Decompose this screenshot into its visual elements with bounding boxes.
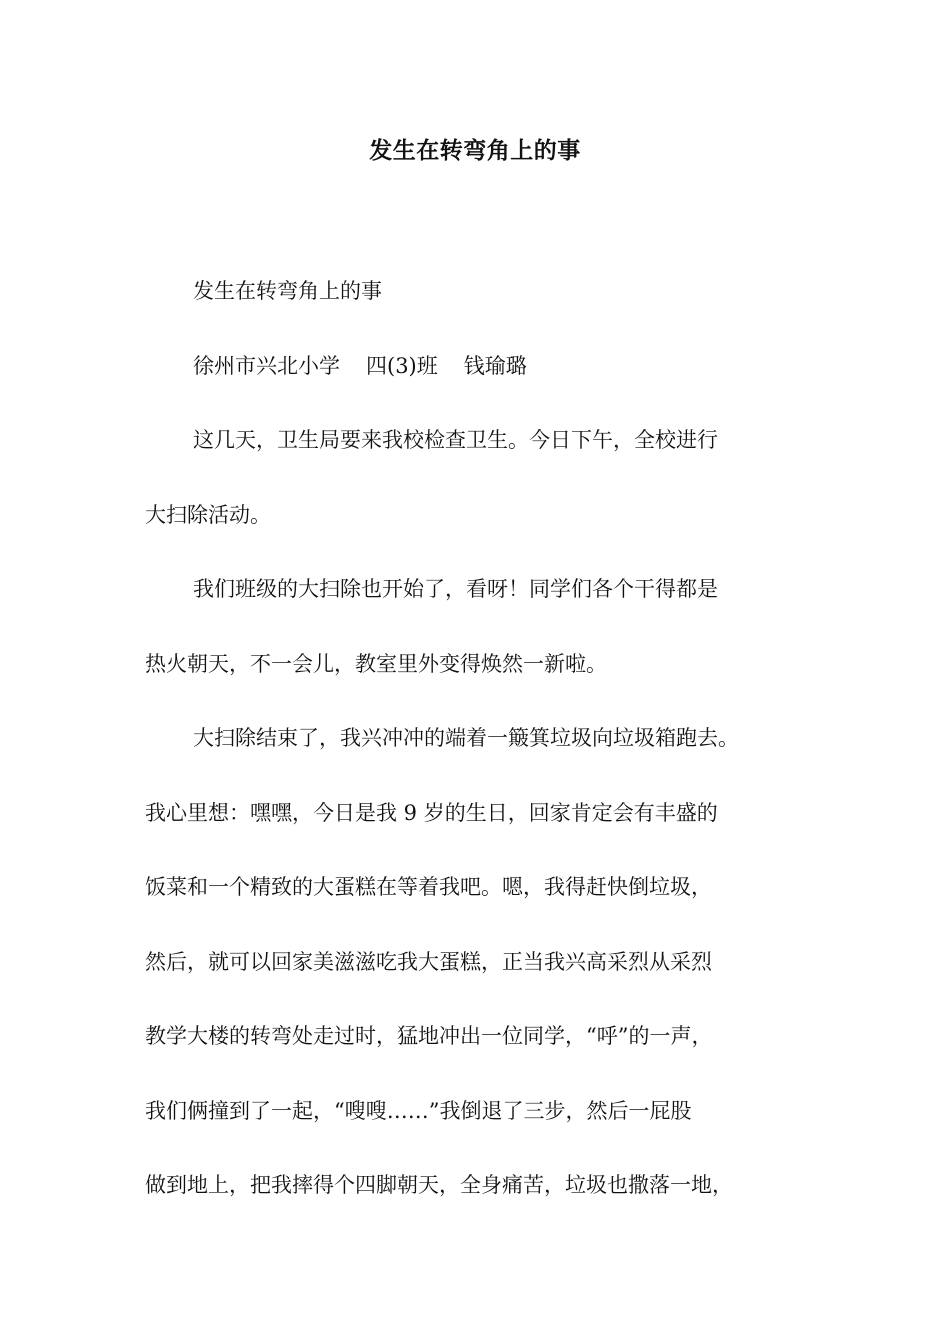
paragraph-line: 热火朝天，不一会儿，教室里外变得焕然一新啦。 — [145, 651, 607, 676]
article-heading: 发生在转弯角上的事 — [193, 279, 382, 303]
author-school: 徐州市兴北小学 — [193, 353, 340, 378]
paragraph-line: 然后，就可以回家美滋滋吃我大蛋糕，正当我兴高采烈从采烈 — [145, 949, 712, 974]
document-title: 发生在转弯角上的事 — [369, 138, 581, 164]
paragraph-line: 大扫除活动。 — [145, 502, 271, 527]
paragraph-line: 饭菜和一个精致的大蛋糕在等着我吧。嗯，我得赶快倒垃圾， — [145, 875, 712, 899]
author-name: 钱瑜璐 — [463, 353, 527, 378]
paragraph-line: 我心里想：嘿嘿，今日是我 9 岁的生日，回家肯定会有丰盛的 — [145, 800, 718, 825]
paragraph-line: 我们班级的大扫除也开始了，看呀！同学们各个干得都是 — [193, 577, 718, 601]
paragraph-line: 这几天，卫生局要来我校检查卫生。今日下午，全校进行 — [193, 428, 718, 452]
paragraph-line: 大扫除结束了，我兴冲冲的端着一簸箕垃圾向垃圾箱跑去。 — [193, 726, 739, 750]
author-class: 四(3)班 — [366, 353, 438, 378]
paragraph-line: 做到地上，把我摔得个四脚朝天，全身痛苦，垃圾也撒落一地， — [145, 1173, 733, 1197]
paragraph-line: 教学大楼的转弯处走过时，猛地冲出一位同学，“呼”的一声， — [145, 1024, 713, 1048]
author-line — [145, 329, 835, 404]
paragraph-line: 我们俩撞到了一起，“嗖嗖……”我倒退了三步，然后一屁股 — [145, 1098, 692, 1123]
article-body — [145, 254, 835, 1223]
